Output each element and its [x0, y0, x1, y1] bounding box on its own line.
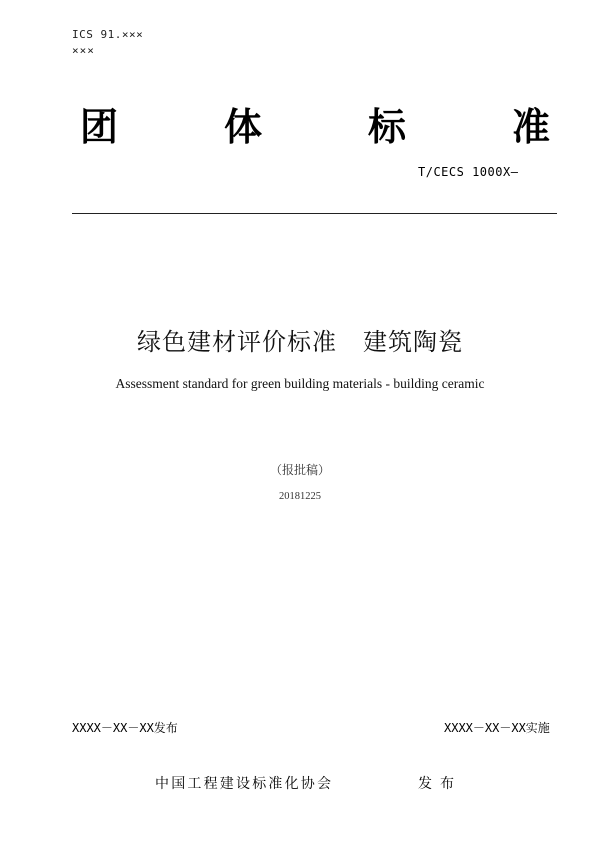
ccs-code: ×××	[72, 44, 95, 57]
publish-label: 发布	[418, 776, 462, 792]
heading-char: 准	[511, 105, 550, 149]
title-cn-sub: 建筑陶瓷	[363, 328, 463, 356]
publishing-organization: 中国工程建设标准化协会	[155, 776, 334, 792]
issue-date: XXXX－XX－XX发布	[72, 721, 178, 735]
document-title-cn	[0, 322, 600, 357]
heading-char: 团	[80, 105, 119, 149]
header-divider	[72, 213, 557, 214]
heading-char: 标	[367, 105, 406, 149]
ics-code: ICS 91.×××	[72, 28, 144, 41]
implement-date: XXXX－XX－XX实施	[444, 721, 550, 735]
title-cn-main: 绿色建材评价标准	[137, 328, 337, 356]
standard-type-heading	[80, 105, 550, 149]
document-title-en: Assessment standard for green building materials - building ceramic	[115, 376, 485, 391]
standard-code: T/CECS 1000X—	[418, 165, 519, 179]
draft-date: 20181225	[279, 491, 321, 502]
draft-label: （报批稿）	[269, 463, 330, 477]
heading-char: 体	[223, 105, 262, 149]
